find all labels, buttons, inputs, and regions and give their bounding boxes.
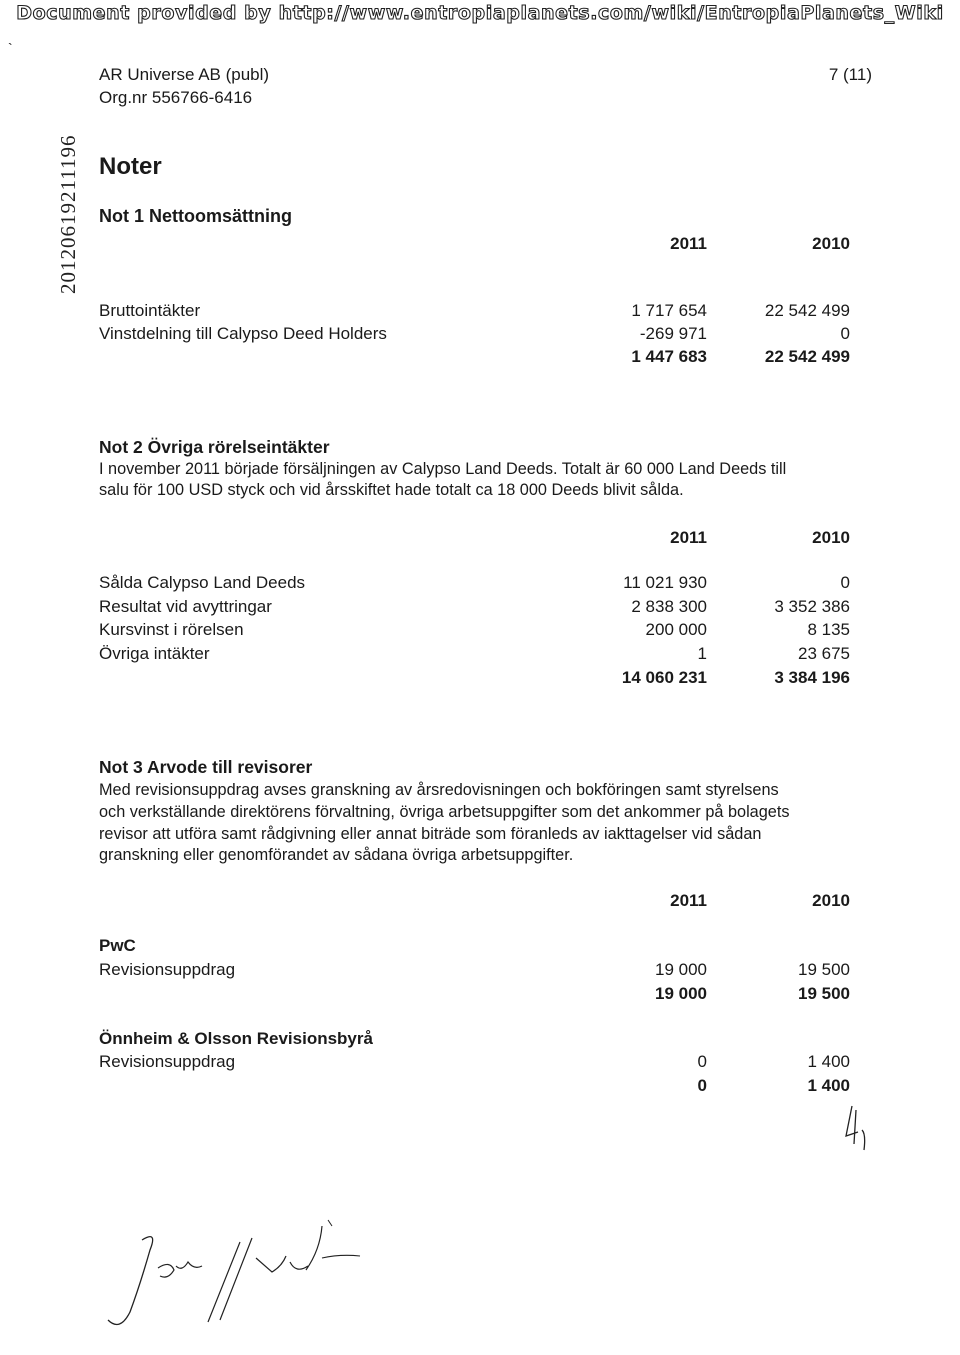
note1-total-b: 22 542 499	[764, 347, 850, 366]
note2-row-label: Resultat vid avyttringar	[99, 597, 272, 616]
org-number: Org.nr 556766-6416	[99, 88, 253, 107]
note2-total-b: 3 384 196	[774, 668, 850, 687]
note1-heading: Not 1 Nettoomsättning	[99, 206, 292, 226]
page-title: Noter	[99, 153, 162, 180]
note1-row-value-b: 22 542 499	[764, 301, 850, 320]
note2-year-b: 2010	[812, 528, 850, 547]
note1-row-label: Bruttointäkter	[99, 301, 201, 320]
note3-heading: Not 3 Arvode till revisorer	[99, 757, 313, 777]
note3-row-label: Revisionsuppdrag	[99, 1052, 236, 1071]
note2-text-line: salu för 100 USD styck och vid årsskiftet hade totalt ca 18 000 Deeds blivit sålda.	[99, 481, 684, 499]
signature	[90, 1200, 390, 1340]
note3-row-value-a: 19 000	[655, 960, 707, 979]
note1-row-value-a: -269 971	[639, 324, 707, 343]
note2-row-value-a: 200 000	[645, 620, 707, 639]
note3-text-line: revisor att utföra samt rådgivning eller annat biträde som föranleds av iakttagelser vid sådan	[99, 825, 762, 843]
note3-year-b: 2010	[812, 891, 850, 910]
note1-row-value-b: 0	[840, 324, 850, 343]
source-banner: Document provided by http://www.entropiaplanets.com/wiki/EntropiaPlanets_Wiki	[16, 2, 944, 24]
note3-row-value-b: 1 400	[807, 1052, 850, 1071]
note2-text-line: I november 2011 började försäljningen av Calypso Land Deeds. Totalt är 60 000 Land Deeds till	[99, 460, 787, 478]
note3-total-b: 1 400	[807, 1076, 850, 1095]
note3-total-a: 19 000	[655, 984, 707, 1003]
note3-firm-name: PwC	[99, 936, 136, 955]
note3-row-value-b: 19 500	[798, 960, 850, 979]
note2-row-value-b: 8 135	[807, 620, 850, 639]
page-number: 7 (11)	[828, 65, 872, 84]
note2-row-value-b: 23 675	[798, 644, 850, 663]
note1-year-a: 2011	[670, 234, 707, 253]
note3-row-value-a: 0	[697, 1052, 707, 1071]
stray-mark: `	[8, 40, 13, 56]
note3-row-label: Revisionsuppdrag	[99, 960, 236, 979]
note2-row-value-b: 0	[840, 573, 850, 592]
note2-total-a: 14 060 231	[621, 668, 707, 687]
note2-row-value-b: 3 352 386	[774, 597, 850, 616]
note1-year-b: 2010	[812, 234, 850, 253]
note3-text-line: granskning eller genomförandet av sådana övriga arbetsuppgifter.	[99, 846, 574, 864]
note2-row-label: Sålda Calypso Land Deeds	[99, 573, 306, 592]
note3-text-line: Med revisionsuppdrag avses granskning av årsredovisningen och bokföringen samt styrelsens	[99, 781, 779, 799]
company-name: AR Universe AB (publ)	[99, 65, 270, 84]
note2-row-label: Övriga intäkter	[99, 644, 210, 663]
note3-total-b: 19 500	[798, 984, 850, 1003]
note3-firm-name: Önnheim & Olsson Revisionsbyrå	[99, 1029, 373, 1048]
note2-heading: Not 2 Övriga rörelseintäkter	[99, 437, 330, 457]
note3-text-line: och verkställande direktörens förvaltning, övriga arbetsuppgifter som det ankommer på bolagets	[99, 803, 790, 821]
note1-row-value-a: 1 717 654	[631, 301, 707, 320]
note2-row-label: Kursvinst i rörelsen	[99, 620, 244, 639]
note2-year-a: 2011	[670, 528, 707, 547]
note2-row-value-a: 2 838 300	[631, 597, 707, 616]
note3-total-a: 0	[697, 1076, 707, 1095]
note3-year-a: 2011	[670, 891, 707, 910]
note2-row-value-a: 1	[697, 644, 707, 663]
side-stamp: 20120619211196	[56, 134, 80, 294]
note2-row-value-a: 11 021 930	[623, 573, 707, 592]
note1-total-a: 1 447 683	[631, 347, 707, 366]
note1-row-label: Vinstdelning till Calypso Deed Holders	[99, 324, 387, 343]
handwritten-initial	[840, 1100, 880, 1160]
